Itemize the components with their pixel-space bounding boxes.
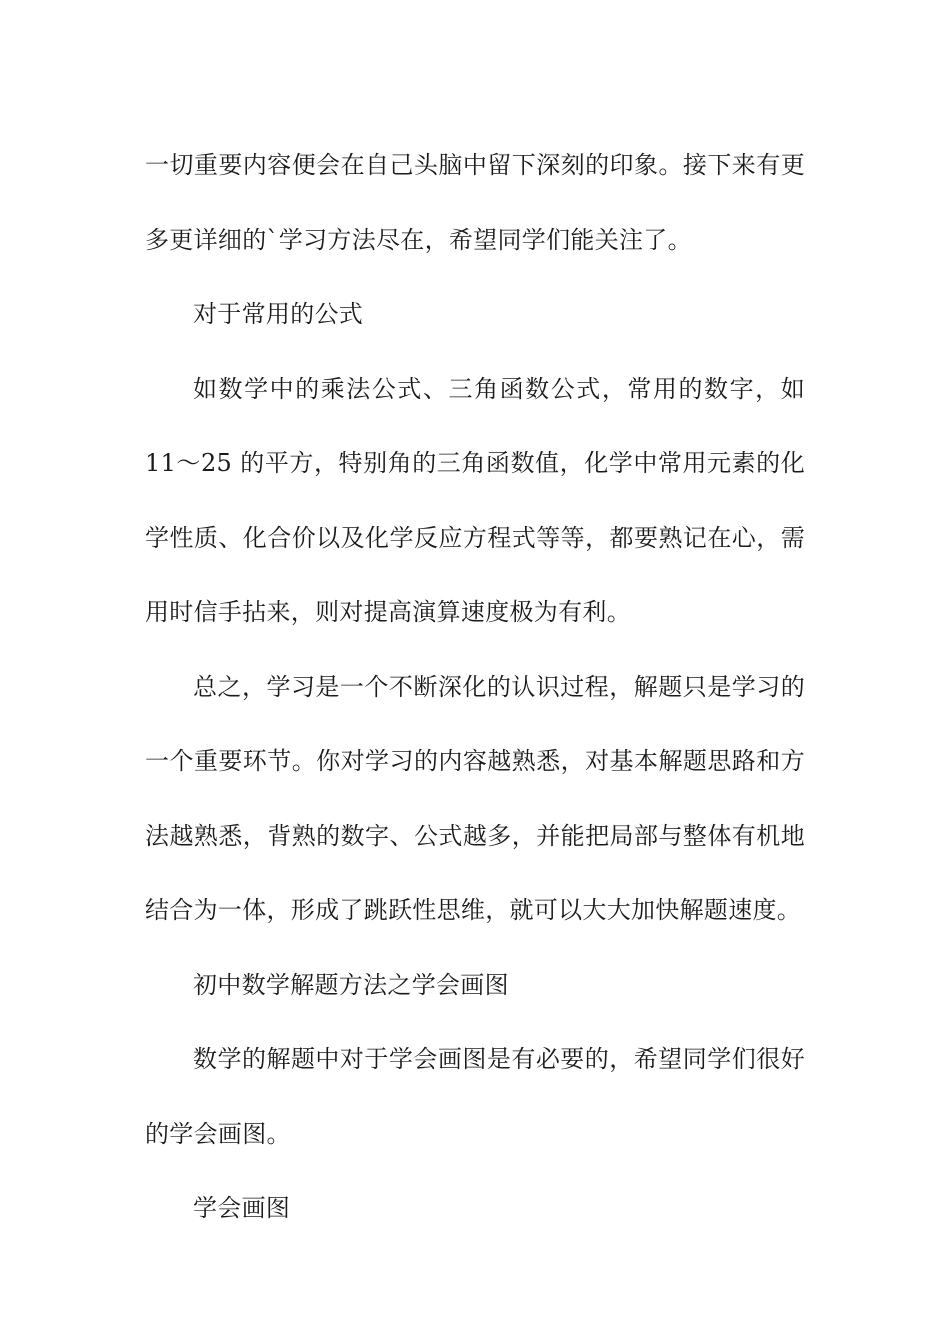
section-heading-drawing-method: 初中数学解题方法之学会画图: [193, 970, 509, 999]
section-heading-learn-drawing: 学会画图: [193, 1194, 291, 1222]
paragraph-drawing: 数学的解题中对于学会画图是有必要的，希望同学们很好的学会画图。: [145, 1045, 805, 1148]
document-body: [145, 128, 805, 1246]
section-heading-common-formulas: 对于常用的公式: [193, 300, 364, 328]
paragraph-summary: 总之，学习是一个不断深化的认识过程，解题只是学习的一个重要环节。你对学习的内容越熟悉，对基本解题思路和方法越熟悉，背熟的数字、公式越多，并能把局部与整体有机地结合为一体，形成了跳跃性思维，就可以大大加快解题速度。: [145, 672, 805, 924]
paragraph-formulas: 如数学中的乘法公式、三角函数公式，常用的数字，如 11～25 的平方，特别角的三角函数值，化学中常用元素的化学性质、化合价以及化学反应方程式等等，都要熟记在心，需用时信手拈来，则对提高演算速度极为有利。: [145, 374, 805, 626]
paragraph-continuation: 一切重要内容便会在自己头脑中留下深刻的印象。接下来有更多更详细的`学习方法尽在，希望同学们能关注了。: [145, 151, 805, 254]
